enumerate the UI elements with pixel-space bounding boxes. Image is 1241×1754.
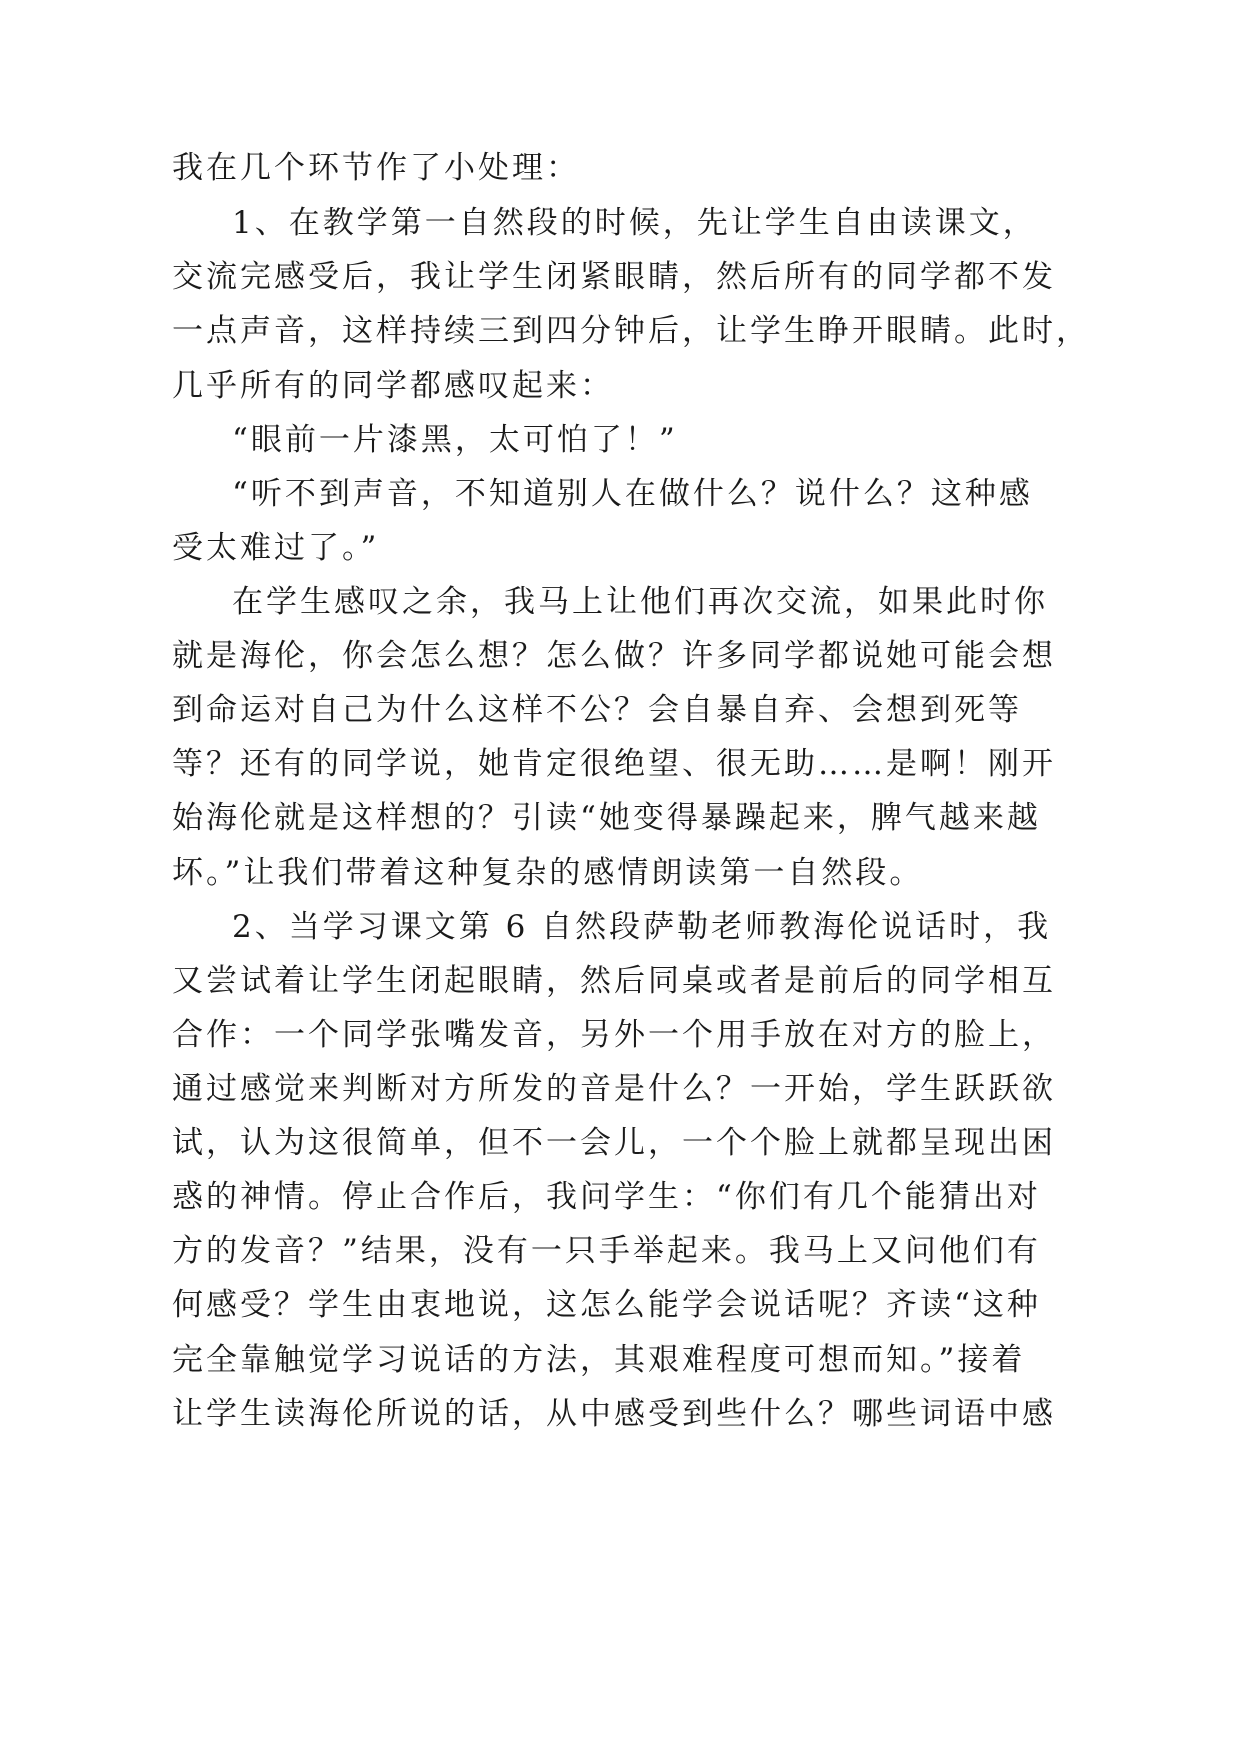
- text-line: 一点声音，这样持续三到四分钟后，让学生睁开眼睛。此时，: [172, 313, 1090, 349]
- text-line: 1、在教学第一自然段的时候，先让学生自由读课文，: [232, 205, 1037, 241]
- text-line: 方的发音？”结果，没有一只手举起来。我马上又问他们有: [172, 1233, 1041, 1269]
- text-line: 坏。”让我们带着这种复杂的感情朗读第一自然段。: [172, 855, 924, 891]
- text-line: 几乎所有的同学都感叹起来：: [172, 368, 614, 404]
- text-line: 在学生感叹之余，我马上让他们再次交流，如果此时你: [232, 584, 1048, 620]
- text-line: 等？还有的同学说，她肯定很绝望、很无助……是啊！刚开: [172, 746, 1056, 782]
- text-line: 2、当学习课文第 6 自然段萨勒老师教海伦说话时，我: [232, 909, 1052, 945]
- text-line: 受太难过了。”: [172, 530, 380, 566]
- text-line: 到命运对自己为什么这样不公？会自暴自弃、会想到死等: [172, 692, 1022, 728]
- text-line: “听不到声音，不知道别人在做什么？说什么？这种感: [232, 476, 1033, 512]
- text-line: 合作：一个同学张嘴发音，另外一个用手放在对方的脸上，: [172, 1017, 1056, 1053]
- text-line: 何感受？学生由衷地说，这怎么能学会说话呢？齐读“这种: [172, 1287, 1041, 1323]
- text-line: 通过感觉来判断对方所发的音是什么？一开始，学生跃跃欲: [172, 1071, 1056, 1107]
- text-line: 试，认为这很简单，但不一会儿，一个个脸上就都呈现出困: [172, 1125, 1056, 1161]
- text-line: “眼前一片漆黑，太可怕了！”: [232, 422, 678, 458]
- text-line: 又尝试着让学生闭起眼睛，然后同桌或者是前后的同学相互: [172, 963, 1056, 999]
- text-line: 完全靠触觉学习说话的方法，其艰难程度可想而知。”接着: [172, 1342, 1026, 1378]
- text-line: 惑的神情。停止合作后，我问学生：“你们有几个能猜出对: [172, 1179, 1041, 1215]
- text-line: 就是海伦，你会怎么想？怎么做？许多同学都说她可能会想: [172, 638, 1056, 674]
- text-line: 我在几个环节作了小处理：: [172, 150, 580, 186]
- text-line: 交流完感受后，我让学生闭紧眼睛，然后所有的同学都不发: [172, 259, 1056, 295]
- text-line: 始海伦就是这样想的？引读“她变得暴躁起来，脾气越来越: [172, 800, 1041, 836]
- text-line: 让学生读海伦所说的话，从中感受到些什么？哪些词语中感: [172, 1396, 1056, 1432]
